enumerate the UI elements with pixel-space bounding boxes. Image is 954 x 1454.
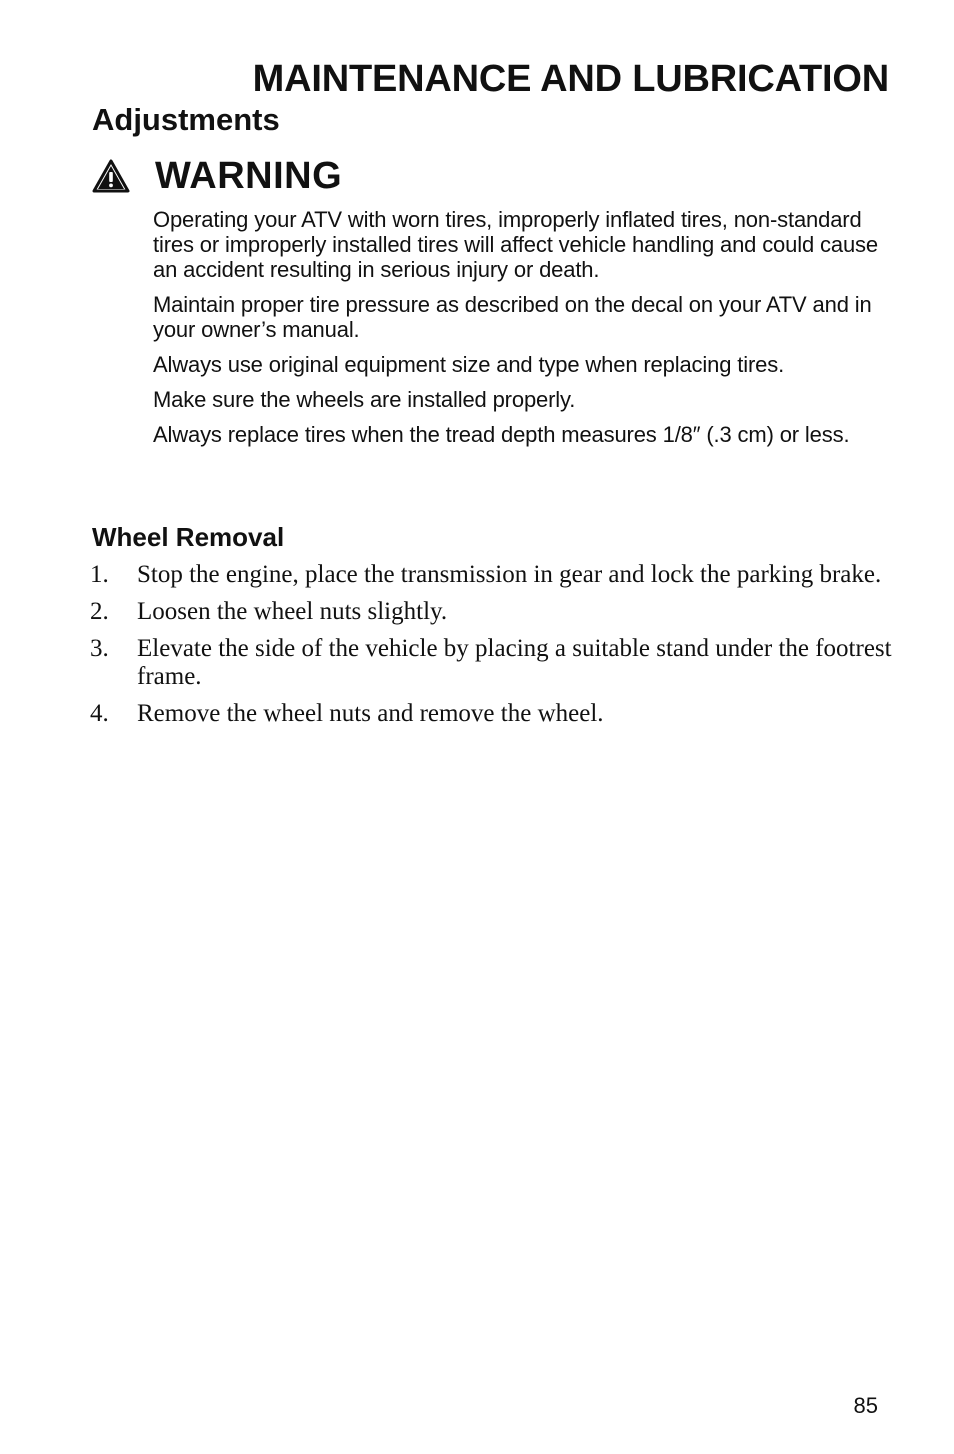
chapter-title: MAINTENANCE AND LUBRICATION (252, 58, 889, 100)
warning-paragraph-tire-pressure: Maintain proper tire pressure as described on the decal on your ATV and in your owner’s manual. (153, 292, 872, 342)
page-number: 85 (853, 1393, 878, 1418)
step-item (90, 700, 900, 728)
step-text: Stop the engine, place the transmission in gear and lock the parking brake. (137, 561, 882, 588)
warning-paragraph-tread-depth: Always replace tires when the tread depth measures 1/8″ (.3 cm) or less. (153, 422, 850, 447)
warning-triangle-icon (92, 159, 130, 193)
step-text: Elevate the side of the vehicle by placing a suitable stand under the footrest frame. (137, 635, 892, 690)
subsection-title: Wheel Removal (92, 522, 285, 552)
wheel-removal-steps (90, 561, 900, 737)
warning-title: WARNING (155, 155, 343, 197)
warning-heading (92, 153, 342, 199)
step-text: Remove the wheel nuts and remove the wheel. (137, 700, 604, 727)
step-item (90, 635, 900, 691)
step-number: 4. (90, 700, 109, 727)
step-number: 1. (90, 561, 109, 588)
step-text: Loosen the wheel nuts slightly. (137, 598, 448, 625)
warning-body (153, 207, 901, 457)
warning-paragraph-wheels-installed: Make sure the wheels are installed properly. (153, 387, 576, 412)
warning-paragraph-worn-tires: Operating your ATV with worn tires, improperly inflated tires, non-standard tires or improperly installed tires will affect vehicle handling and could cause an accident resulting in serious injury or death. (153, 207, 878, 282)
warning-paragraph-original-equipment: Always use original equipment size and type when replacing tires. (153, 352, 785, 377)
step-item (90, 598, 900, 626)
step-number: 3. (90, 635, 109, 662)
step-item (90, 561, 900, 589)
step-number: 2. (90, 598, 109, 625)
section-title: Adjustments (92, 102, 280, 137)
